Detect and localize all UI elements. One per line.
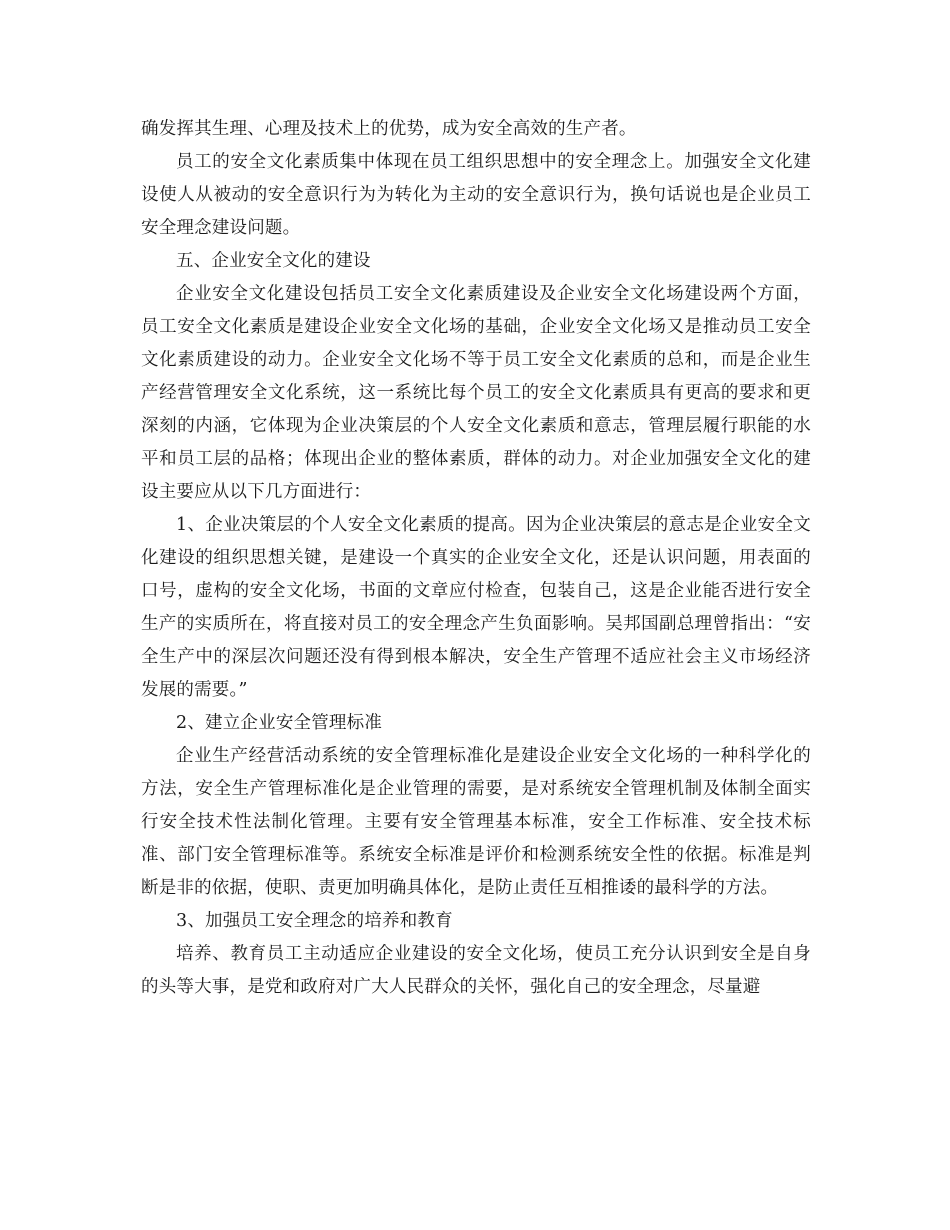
subheading-item-2: 2、建立企业安全管理标准	[176, 713, 383, 733]
subheading-item-3: 3、加强员工安全理念的培养和教育	[176, 911, 453, 931]
document-body	[141, 113, 811, 1004]
paragraph-continuation: 确发挥其生理、心理及技术上的优势，成为安全高效的生产者。	[141, 119, 637, 139]
paragraph-item-1: 1、企业决策层的个人安全文化素质的提高。因为企业决策层的意志是企业安全文化建设的组织思想关键，是建设一个真实的企业安全文化，还是认识问题，用表面的口号，虚构的安全文化场，书面的文章应付检查，包装自己，这是企业能否进行安全生产的实质所在，将直接对员工的安全理念产生负面影响。吴邦国副总理曾指出：“安全生产中的深层次问题还没有得到根本解决，安全生产管理不适应社会主义市场经济发展的需要。”	[141, 515, 811, 700]
paragraph-management-standards: 企业生产经营活动系统的安全管理标准化是建设企业安全文化场的一种科学化的方法，安全生产管理标准化是企业管理的需要，是对系统安全管理机制及体制全面实行安全技术性法制化管理。主要有安全管理基本标准，安全工作标准、安全技术标准、部门安全管理标准等。系统安全标准是评价和检测系统安全性的依据。标准是判断是非的依据，使职、责更加明确具体化，是防止责任互相推诿的最科学的方法。	[141, 746, 811, 898]
section-heading-5: 五、企业安全文化的建设	[176, 251, 371, 271]
paragraph-employee-training: 培养、教育员工主动适应企业建设的安全文化场，使员工充分认识到安全是自身的头等大事，是党和政府对广大人民群众的关怀，强化自己的安全理念，尽量避	[141, 944, 811, 997]
paragraph-safety-culture-quality: 员工的安全文化素质集中体现在员工组织思想中的安全理念上。加强安全文化建设使人从被动的安全意识行为为转化为主动的安全意识行为，换句话说也是企业员工安全理念建设问题。	[141, 152, 811, 238]
paragraph-culture-construction: 企业安全文化建设包括员工安全文化素质建设及企业安全文化场建设两个方面，员工安全文化素质是建设企业安全文化场的基础，企业安全文化场又是推动员工安全文化素质建设的动力。企业安全文化场不等于员工安全文化素质的总和，而是企业生产经营管理安全文化系统，这一系统比每个员工的安全文化素质具有更高的要求和更深刻的内涵，它体现为企业决策层的个人安全文化素质和意志，管理层履行职能的水平和员工层的品格；体现出企业的整体素质，群体的动力。对企业加强安全文化的建设主要应从以下几方面进行：	[141, 284, 811, 502]
